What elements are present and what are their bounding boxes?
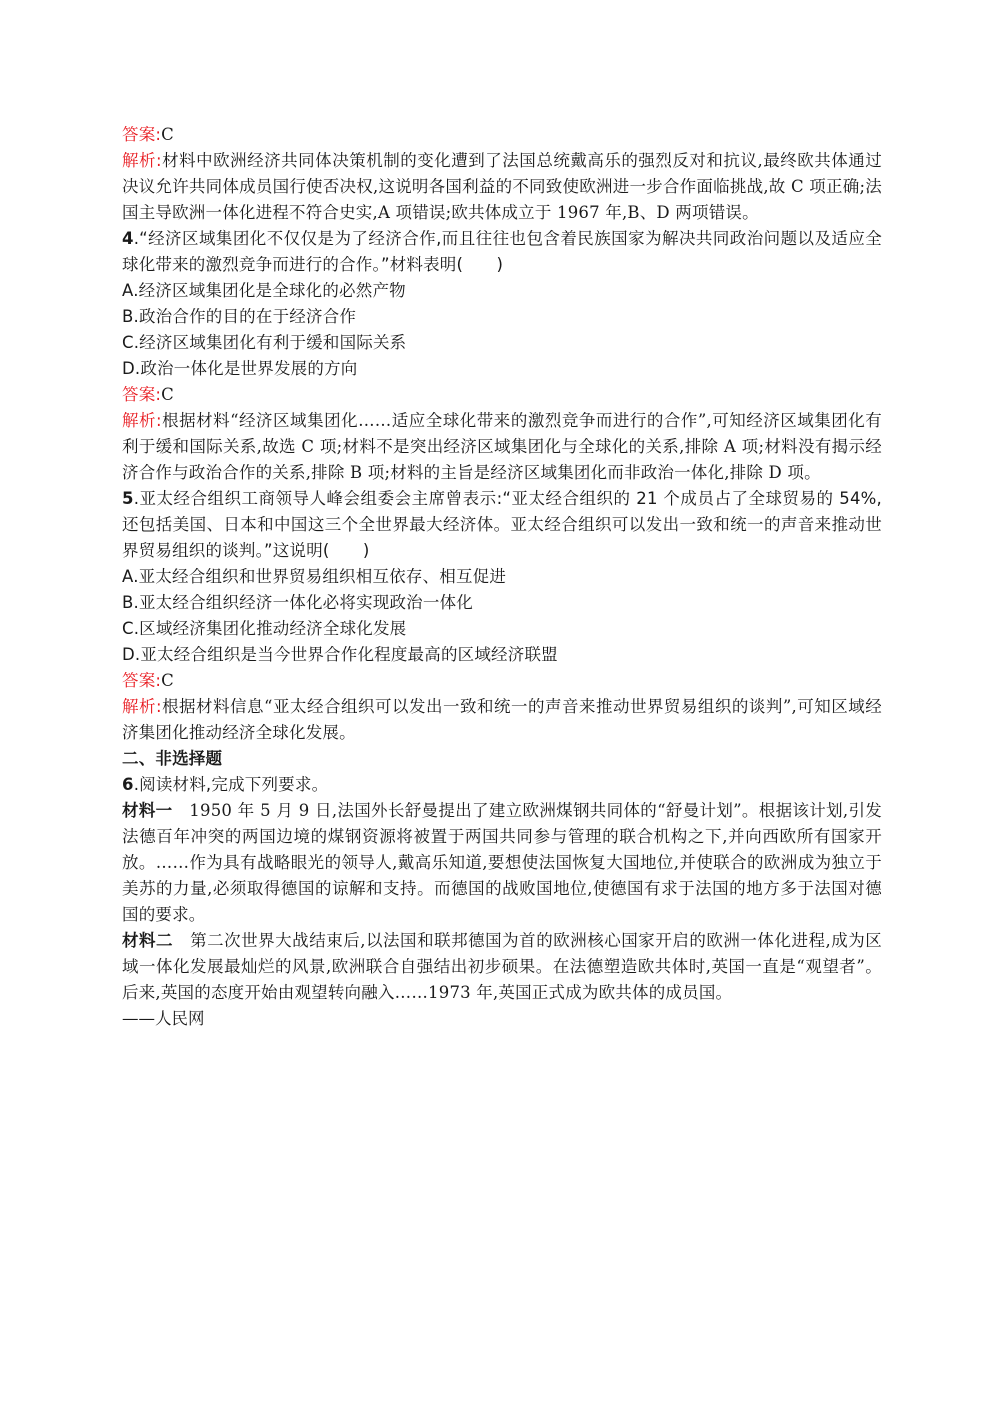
q5-option-b: B.亚太经合组织经济一体化必将实现政治一体化 bbox=[122, 593, 473, 612]
answer-value: C bbox=[161, 385, 174, 404]
material-label: 材料一 bbox=[122, 801, 173, 820]
q6-material-1 bbox=[122, 798, 882, 928]
answer-value: C bbox=[161, 671, 174, 690]
material-label: 材料二 bbox=[122, 931, 174, 950]
q4-option-d: D.政治一体化是世界发展的方向 bbox=[122, 359, 358, 378]
section-heading: 二、非选择题 bbox=[122, 749, 223, 768]
q4-stem bbox=[122, 226, 882, 278]
question-number: 5 bbox=[122, 489, 134, 508]
answer-label: 答案: bbox=[122, 671, 162, 690]
question-number: 6 bbox=[122, 775, 134, 794]
question-stem: .“经济区域集团化不仅仅是为了经济合作,而且往往也包含着民族国家为解决共同政治问题以及适应全球化带来的激烈竞争而进行的合作。”材料表明( ) bbox=[122, 229, 882, 274]
q4-answer bbox=[122, 382, 882, 408]
analysis-label: 解析: bbox=[122, 697, 162, 716]
q5-option-c: C.区域经济集团化推动经济全球化发展 bbox=[122, 619, 407, 638]
q4-analysis bbox=[122, 408, 882, 486]
q3-analysis bbox=[122, 148, 882, 226]
q5-option-d: D.亚太经合组织是当今世界合作化程度最高的区域经济联盟 bbox=[122, 645, 558, 664]
analysis-text: 根据材料“经济区域集团化……适应全球化带来的激烈竞争而进行的合作”,可知经济区域集团化有利于缓和国际关系,故选 C 项;材料不是突出经济区域集团化与全球化的关系,排除 A 项;材料没有揭示经济合作与政治合作的关系,排除 B 项;材料的主旨是经济区域集团化而非政治一体化,排除 D 项。 bbox=[122, 411, 882, 482]
q4-option-a: A.经济区域集团化是全球化的必然产物 bbox=[122, 281, 406, 300]
q3-answer bbox=[122, 122, 882, 148]
question-number: 4 bbox=[122, 229, 134, 248]
answer-label: 答案: bbox=[122, 125, 162, 144]
material-text: 1950 年 5 月 9 日,法国外长舒曼提出了建立欧洲煤钢共同体的“舒曼计划”。根据该计划,引发法德百年冲突的两国边境的煤钢资源将被置于两国共同参与管理的联合机构之下,并向西欧所有国家开放。……作为具有战略眼光的领导人,戴高乐知道,要想使法国恢复大国地位,并使联合的欧洲成为独立于美苏的力量,必须取得德国的谅解和支持。而德国的战败国地位,使德国有求于法国的地方多于法国对德国的要求。 bbox=[122, 801, 882, 924]
material-text: 第二次世界大战结束后,以法国和联邦德国为首的欧洲核心国家开启的欧洲一体化进程,成为区域一体化发展最灿烂的风景,欧洲联合自强结出初步硕果。在法德塑造欧共体时,英国一直是“观望者”。后来,英国的态度开始由观望转向融入……1973 年,英国正式成为欧共体的成员国。 bbox=[122, 931, 882, 1002]
q6-stem bbox=[122, 772, 882, 798]
analysis-text: 根据材料信息“亚太经合组织可以发出一致和统一的声音来推动世界贸易组织的谈判”,可知区域经济集团化推动经济全球化发展。 bbox=[122, 697, 882, 742]
answer-label: 答案: bbox=[122, 385, 162, 404]
q4-option-b: B.政治合作的目的在于经济合作 bbox=[122, 307, 357, 326]
q5-stem bbox=[122, 486, 882, 564]
question-stem: .亚太经合组织工商领导人峰会组委会主席曾表示:“亚太经合组织的 21 个成员占了全球贸易的 54%,还包括美国、日本和中国这三个全世界最大经济体。亚太经合组织可以发出一致和统一的声音来推动世界贸易组织的谈判。”这说明( ) bbox=[122, 489, 882, 560]
q6-material-2 bbox=[122, 928, 882, 1006]
analysis-label: 解析: bbox=[122, 411, 162, 430]
q5-option-a: A.亚太经合组织和世界贸易组织相互依存、相互促进 bbox=[122, 567, 507, 586]
question-stem: .阅读材料,完成下列要求。 bbox=[133, 775, 329, 794]
answer-value: C bbox=[161, 125, 174, 144]
q5-answer bbox=[122, 668, 882, 694]
q4-option-c: C.经济区域集团化有利于缓和国际关系 bbox=[122, 333, 407, 352]
analysis-label: 解析: bbox=[122, 151, 162, 170]
source-citation: ——人民网 bbox=[122, 1009, 205, 1028]
analysis-text: 材料中欧洲经济共同体决策机制的变化遭到了法国总统戴高乐的强烈反对和抗议,最终欧共体通过决议允许共同体成员国行使否决权,这说明各国利益的不同致使欧洲进一步合作面临挑战,故 C 项正确;法国主导欧洲一体化进程不符合史实,A 项错误;欧共体成立于 1967 年,B、D 两项错误。 bbox=[122, 151, 882, 222]
document-page bbox=[122, 122, 882, 1032]
q5-analysis bbox=[122, 694, 882, 746]
